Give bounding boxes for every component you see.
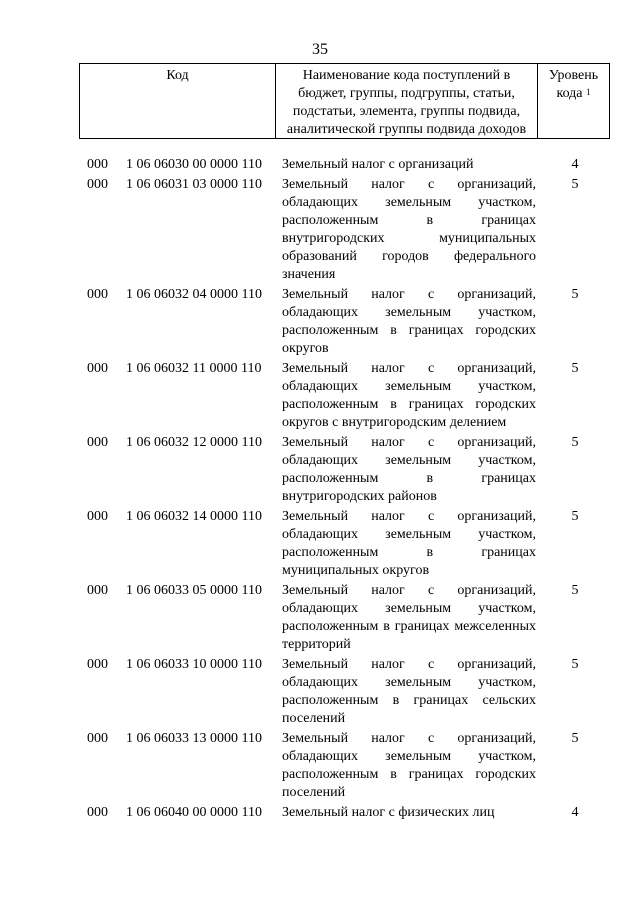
row-level: 5 <box>571 583 579 598</box>
row-name: Земельный налог с физических лиц <box>282 805 495 820</box>
row-code: 1 06 06032 04 0000 110 <box>126 287 262 302</box>
row-code: 1 06 06032 12 0000 110 <box>126 435 262 450</box>
table-header <box>79 63 610 139</box>
row-name: Земельный налог с организаций, обладающих земельным участком, расположенным в границах городских округов <box>282 287 536 356</box>
row-name: Земельный налог с организаций <box>282 157 474 172</box>
row-code: 1 06 06032 14 0000 110 <box>126 509 262 524</box>
row-name: Земельный налог с организаций, обладающих земельным участком, расположенным в границах городских поселений <box>282 731 536 800</box>
footnote-marker: 1 <box>586 87 591 97</box>
row-code: 1 06 06032 11 0000 110 <box>126 361 262 376</box>
row-level: 5 <box>571 177 579 192</box>
row-code: 1 06 06030 00 0000 110 <box>126 157 262 172</box>
row-level: 5 <box>571 361 579 376</box>
header-level <box>538 64 609 138</box>
row-name: Земельный налог с организаций, обладающих земельным участком, расположенным в границах межселенных территорий <box>282 583 536 652</box>
row-prefix: 000 <box>87 157 108 172</box>
header-name: Наименование кода поступлений в бюджет, группы, подгруппы, статьи, подстатьи, элемента, группы подвида, аналитической группы подвида доходов <box>276 64 538 138</box>
row-prefix: 000 <box>87 287 108 302</box>
row-prefix: 000 <box>87 177 108 192</box>
row-level: 4 <box>571 157 579 172</box>
row-prefix: 000 <box>87 583 108 598</box>
table-row <box>0 582 640 654</box>
row-prefix: 000 <box>87 509 108 524</box>
table-row <box>0 286 640 358</box>
row-prefix: 000 <box>87 805 108 820</box>
table-row <box>0 360 640 432</box>
row-level: 5 <box>571 731 579 746</box>
row-code: 1 06 06040 00 0000 110 <box>126 805 262 820</box>
row-name: Земельный налог с организаций, обладающих земельным участком, расположенным в границах внутригородских муниципальных образований городов федерального значения <box>282 177 536 282</box>
table-body <box>0 156 640 824</box>
row-name: Земельный налог с организаций, обладающих земельным участком, расположенным в границах внутригородских районов <box>282 435 536 504</box>
row-level: 4 <box>571 805 579 820</box>
row-name: Земельный налог с организаций, обладающих земельным участком, расположенным в границах муниципальных округов <box>282 509 536 578</box>
row-code: 1 06 06033 05 0000 110 <box>126 583 262 598</box>
row-level: 5 <box>571 435 579 450</box>
page-number: 35 <box>312 41 328 58</box>
row-code: 1 06 06033 10 0000 110 <box>126 657 262 672</box>
row-name: Земельный налог с организаций, обладающих земельным участком, расположенным в границах городских округов с внутригородским делением <box>282 361 536 430</box>
row-code: 1 06 06031 03 0000 110 <box>126 177 262 192</box>
row-prefix: 000 <box>87 435 108 450</box>
table-row <box>0 508 640 580</box>
row-level: 5 <box>571 287 579 302</box>
header-level-tail: а <box>576 86 583 101</box>
row-code: 1 06 06033 13 0000 110 <box>126 731 262 746</box>
header-code: Код <box>80 64 276 138</box>
table-row <box>0 176 640 284</box>
row-level: 5 <box>571 657 579 672</box>
table-row <box>0 804 640 822</box>
header-level-label: Уровень код <box>548 68 599 101</box>
row-prefix: 000 <box>87 731 108 746</box>
table-row <box>0 434 640 506</box>
table-row <box>0 656 640 728</box>
table-row <box>0 156 640 174</box>
row-prefix: 000 <box>87 361 108 376</box>
row-name: Земельный налог с организаций, обладающих земельным участком, расположенным в границах сельских поселений <box>282 657 536 726</box>
table-row <box>0 730 640 802</box>
row-prefix: 000 <box>87 657 108 672</box>
row-level: 5 <box>571 509 579 524</box>
